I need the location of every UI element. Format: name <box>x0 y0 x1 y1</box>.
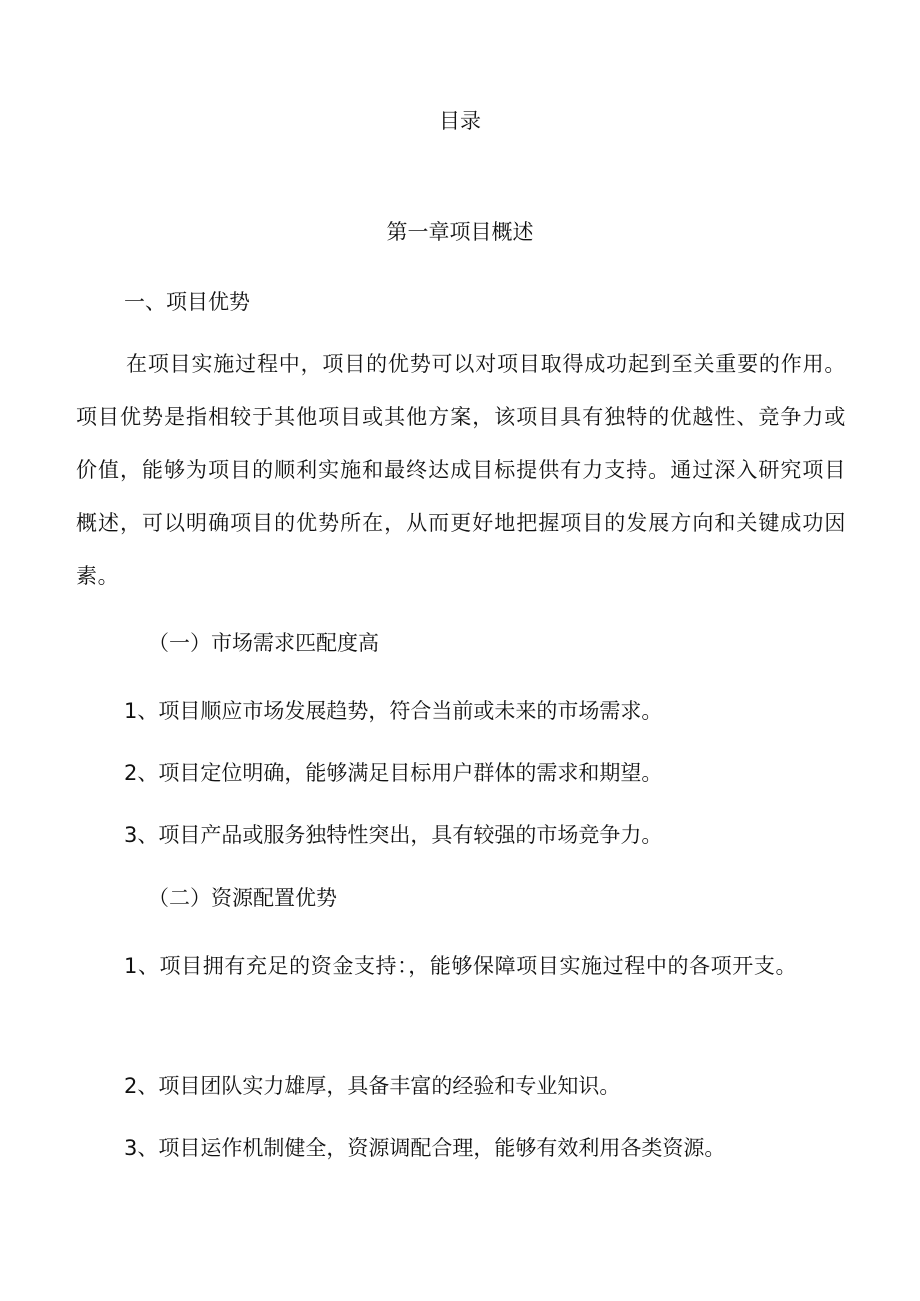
list-item: 3、项目产品或服务独特性突出，具有较强的市场竞争力。 <box>124 823 663 847</box>
section-intro-paragraph: 在项目实施过程中，项目的优势可以对项目取得成功起到至关重要的作用。项目优势是指相较于其他项目或其他方案，该项目具有独特的优越性、竞争力或价值，能够为项目的顺利实施和最终达成目标提供有力支持。通过深入研究项目概述，可以明确项目的优势所在，从而更好地把握项目的发展方向和关键成功因素。 <box>76 352 846 588</box>
list-item: 1、项目顺应市场发展趋势，符合当前或未来的市场需求。 <box>124 699 663 723</box>
list-item: 1、项目拥有充足的资金支持：，能够保障项目实施过程中的各项开支。 <box>124 954 798 978</box>
list-item: 2、项目定位明确，能够满足目标用户群体的需求和期望。 <box>124 761 663 785</box>
toc-title: 目录 <box>439 109 481 133</box>
section-heading: 一、项目优势 <box>124 290 250 314</box>
chapter-title: 第一章项目概述 <box>386 220 534 244</box>
list-item: 3、项目运作机制健全，资源调配合理，能够有效利用各类资源。 <box>124 1136 726 1160</box>
subsection-heading-market: （一）市场需求匹配度高 <box>148 631 379 655</box>
subsection-heading-resources: （二）资源配置优势 <box>148 886 337 910</box>
list-item: 2、项目团队实力雄厚，具备丰富的经验和专业知识。 <box>124 1074 621 1098</box>
